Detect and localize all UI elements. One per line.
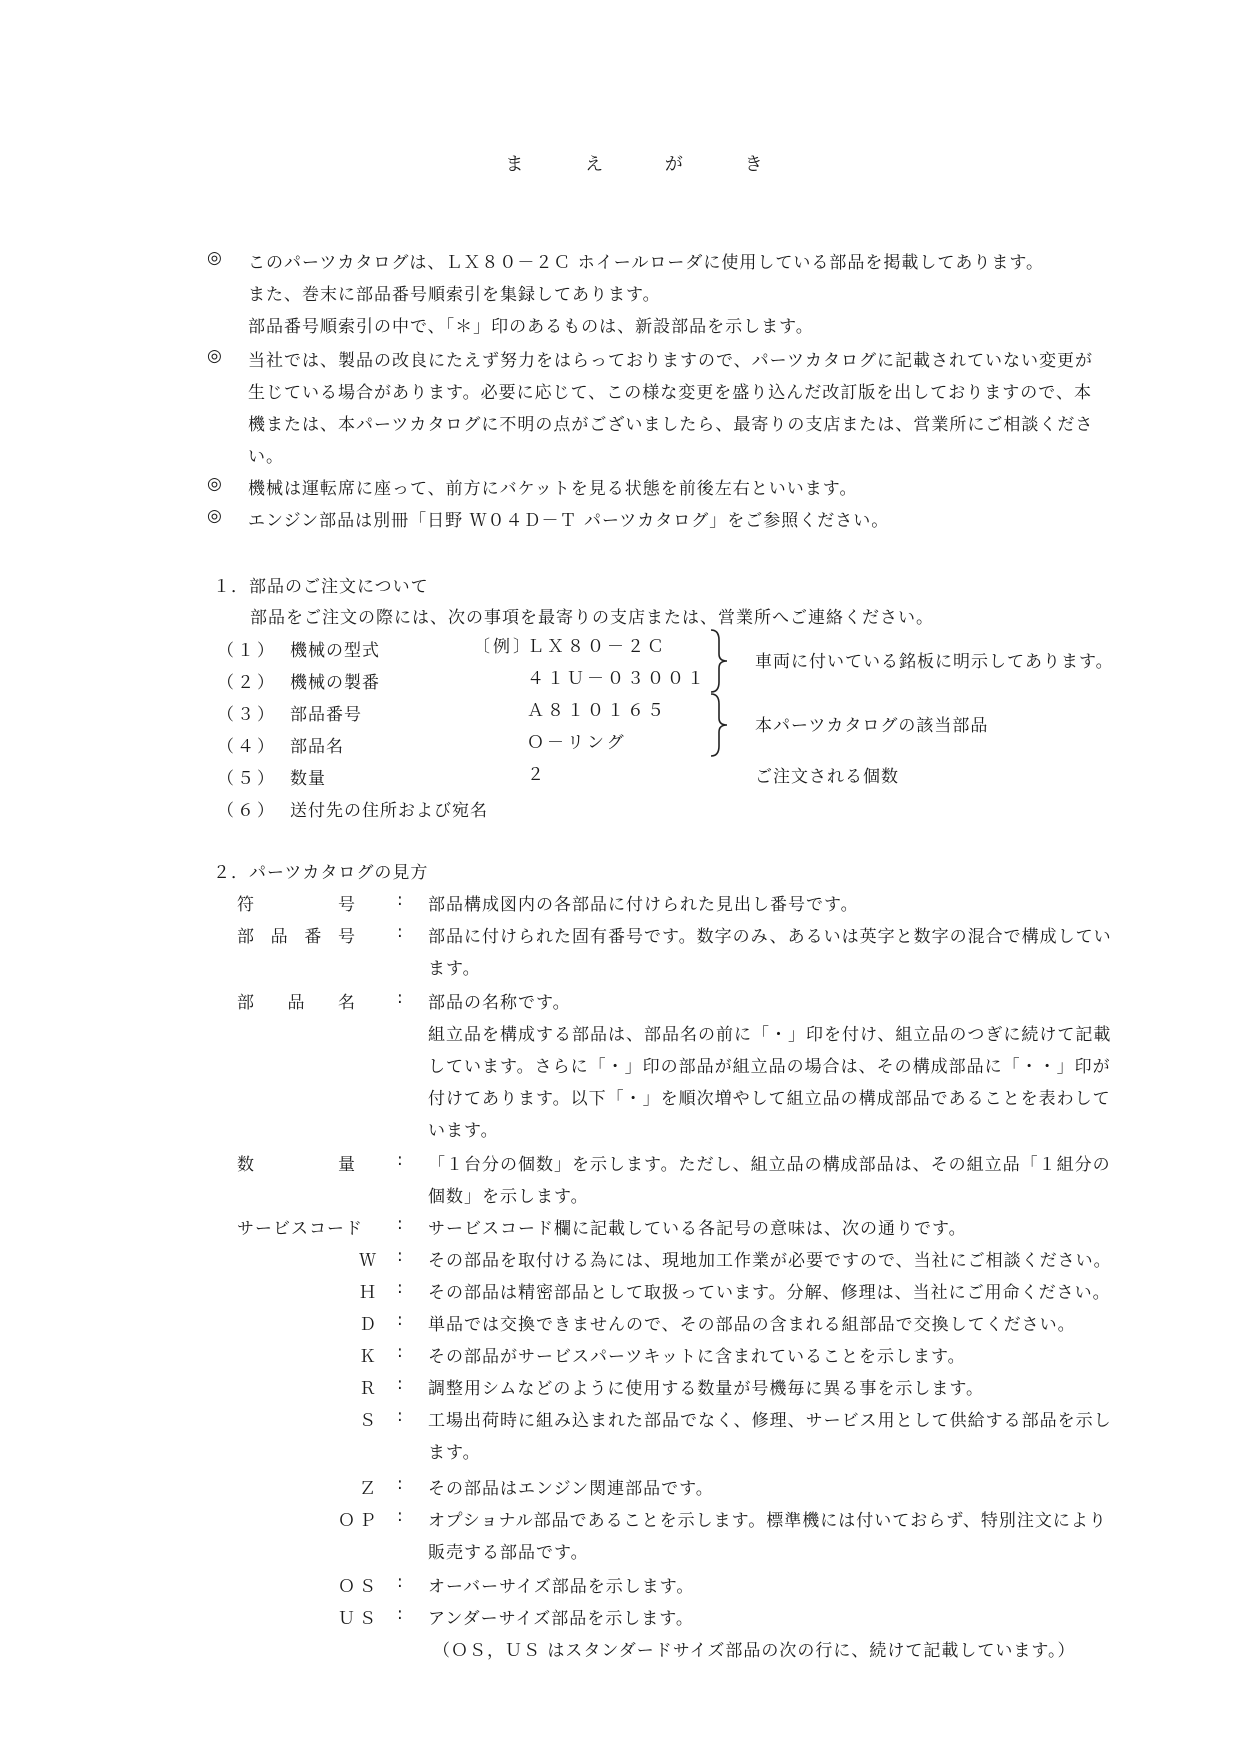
bullet-2-line-1: 当社では、製品の改良にたえず努力をはらっておりますので、パーツカタログに記載されていない変更が [248, 351, 1093, 371]
order-row-6-label: 送付先の住所および宛名 [290, 801, 488, 821]
code-k: Ｋ [359, 1347, 380, 1367]
order-row-1-num: （１） [217, 641, 277, 661]
bullet-2-line-3: 機または、本パーツカタログに不明の点がございましたら、最寄りの支店または、営業所にご相談くださ [248, 415, 1094, 435]
bullet-mark-icon: ◎ [207, 248, 222, 268]
bullet-2-line-2: 生じている場合があります。必要に応じて、この様な変更を盛り込んだ改訂版を出しておりますので、本 [248, 383, 1092, 403]
order-note-catalog: 本パーツカタログの該当部品 [755, 716, 989, 736]
code-w: Ｗ [359, 1251, 380, 1271]
part-number-desc-line-1: 部品に付けられた固有番号です。数字のみ、あるいは英字と数字の混合で構成してい [428, 927, 1112, 947]
code-op: ＯＰ [338, 1511, 380, 1531]
bullet-mark-icon: ◎ [207, 506, 222, 526]
term-symbol: 符 号 [237, 895, 355, 915]
code-s-desc-line-1: 工場出荷時に組み込まれた部品でなく、修理、サービス用として供給する部品を示し [428, 1411, 1112, 1431]
quantity-desc-line-1: 「１台分の個数」を示します。ただし、組立品の構成部品は、その組立品「１組分の [428, 1155, 1111, 1175]
order-row-6-num: （６） [217, 801, 277, 821]
code-k-desc: その部品がサービスパーツキットに含まれていることを示します。 [428, 1347, 966, 1367]
order-row-5-num: （５） [217, 769, 277, 789]
bullet-mark-icon: ◎ [207, 474, 222, 494]
order-row-4-value: Ｏ－リング [527, 733, 627, 753]
order-row-5-label: 数量 [290, 769, 326, 789]
order-note-quantity: ご注文される個数 [755, 767, 899, 787]
section-1-heading: １．部品のご注文について [213, 577, 429, 597]
quantity-desc-line-2: 個数」を示します。 [428, 1187, 589, 1207]
code-z: Ｚ [359, 1479, 380, 1499]
bullet-1-line-3: 部品番号順索引の中で、「＊」印のあるものは、新設部品を示します。 [248, 317, 814, 337]
bullet-mark-icon: ◎ [207, 346, 222, 366]
code-h-desc: その部品は精密部品として取扱っています。分解、修理は、当社にご用命ください。 [428, 1283, 1111, 1303]
code-us-desc: アンダーサイズ部品を示します。 [428, 1609, 694, 1629]
bullet-1-line-1: このパーツカタログは、ＬＸ８０－２Ｃ ホイールローダに使用している部品を掲載してあります。 [248, 253, 1045, 273]
code-os-desc: オーバーサイズ部品を示します。 [428, 1577, 695, 1597]
order-row-4-num: （４） [217, 737, 277, 757]
part-name-desc-line-3: しています。さらに「・」印の部品が組立品の場合は、その構成部品に「・・」印が [428, 1057, 1111, 1077]
code-h: Ｈ [359, 1283, 380, 1303]
service-code-desc: サービスコード欄に記載している各記号の意味は、次の通りです。 [428, 1219, 967, 1239]
brace-icon [707, 628, 735, 694]
code-us: ＵＳ [338, 1609, 380, 1629]
term-part-number: 部 品 番 号 [237, 927, 355, 947]
term-part-name: 部 品 名 [237, 993, 355, 1013]
part-name-desc-line-4: 付けてあります。以下「・」を順次増やして組立品の構成部品であることを表わして [428, 1089, 1111, 1109]
bullet-2-line-4: い。 [248, 447, 284, 467]
term-quantity: 数 量 [237, 1155, 355, 1175]
order-row-2-label: 機械の製番 [290, 673, 380, 693]
bullet-3-line-1: 機械は運転席に座って、前方にバケットを見る状態を前後左右といいます。 [248, 479, 858, 499]
part-name-desc-line-1: 部品の名称です。 [428, 993, 571, 1013]
order-row-2-value: ４１Ｕ－０３００１ [527, 669, 707, 689]
order-row-2-num: （２） [217, 673, 277, 693]
order-example-label: 〔例〕 [473, 637, 533, 657]
code-z-desc: その部品はエンジン関連部品です。 [428, 1479, 714, 1499]
part-name-desc-line-5: います。 [428, 1121, 499, 1141]
code-d: Ｄ [359, 1315, 380, 1335]
part-name-desc-line-2: 組立品を構成する部品は、部品名の前に「・」印を付け、組立品のつぎに続けて記載 [428, 1025, 1112, 1045]
symbol-desc: 部品構成図内の各部品に付けられた見出し番号です。 [428, 895, 859, 915]
section-1-intro: 部品をご注文の際には、次の事項を最寄りの支店または、営業所へご連絡ください。 [250, 608, 934, 628]
order-row-3-num: （３） [217, 705, 277, 725]
part-number-desc-line-2: ます。 [428, 959, 481, 979]
size-note: （ＯＳ，ＵＳ はスタンダードサイズ部品の次の行に、続けて記載しています。） [433, 1641, 1076, 1661]
brace-icon [707, 692, 735, 758]
page-title: ま え が き [505, 154, 791, 175]
code-op-desc-line-2: 販売する部品です。 [428, 1543, 589, 1563]
code-s: Ｓ [359, 1411, 380, 1431]
bullet-1-line-2: また、巻末に部品番号順索引を集録してあります。 [248, 285, 661, 305]
code-r: Ｒ [359, 1379, 380, 1399]
order-row-3-value: Ａ８１０１６５ [527, 701, 667, 721]
code-r-desc: 調整用シムなどのように使用する数量が号機毎に異る事を示します。 [428, 1379, 984, 1399]
code-d-desc: 単品では交換できませんので、その部品の含まれる組部品で交換してください。 [428, 1315, 1076, 1335]
order-row-1-label: 機械の型式 [290, 641, 380, 661]
code-os: ＯＳ [338, 1577, 380, 1597]
order-row-4-label: 部品名 [290, 737, 344, 757]
bullet-4-line-1: エンジン部品は別冊「日野 Ｗ０４Ｄ－Ｔ パーツカタログ」をご参照ください。 [248, 511, 890, 531]
code-w-desc: その部品を取付ける為には、現地加工作業が必要ですので、当社にご相談ください。 [428, 1251, 1112, 1271]
code-op-desc-line-1: オプショナル部品であることを示します。標準機には付いておらず、特別注文により [428, 1511, 1107, 1531]
order-row-3-label: 部品番号 [290, 705, 362, 725]
order-row-1-value: ＬＸ８０－２Ｃ [527, 637, 667, 657]
order-note-nameplate: 車両に付いている銘板に明示してあります。 [755, 652, 1114, 672]
section-2-heading: ２．パーツカタログの見方 [213, 863, 429, 883]
order-row-5-value: ２ [527, 765, 547, 785]
code-s-desc-line-2: ます。 [428, 1443, 481, 1463]
term-service-code: サービスコード [237, 1219, 363, 1239]
